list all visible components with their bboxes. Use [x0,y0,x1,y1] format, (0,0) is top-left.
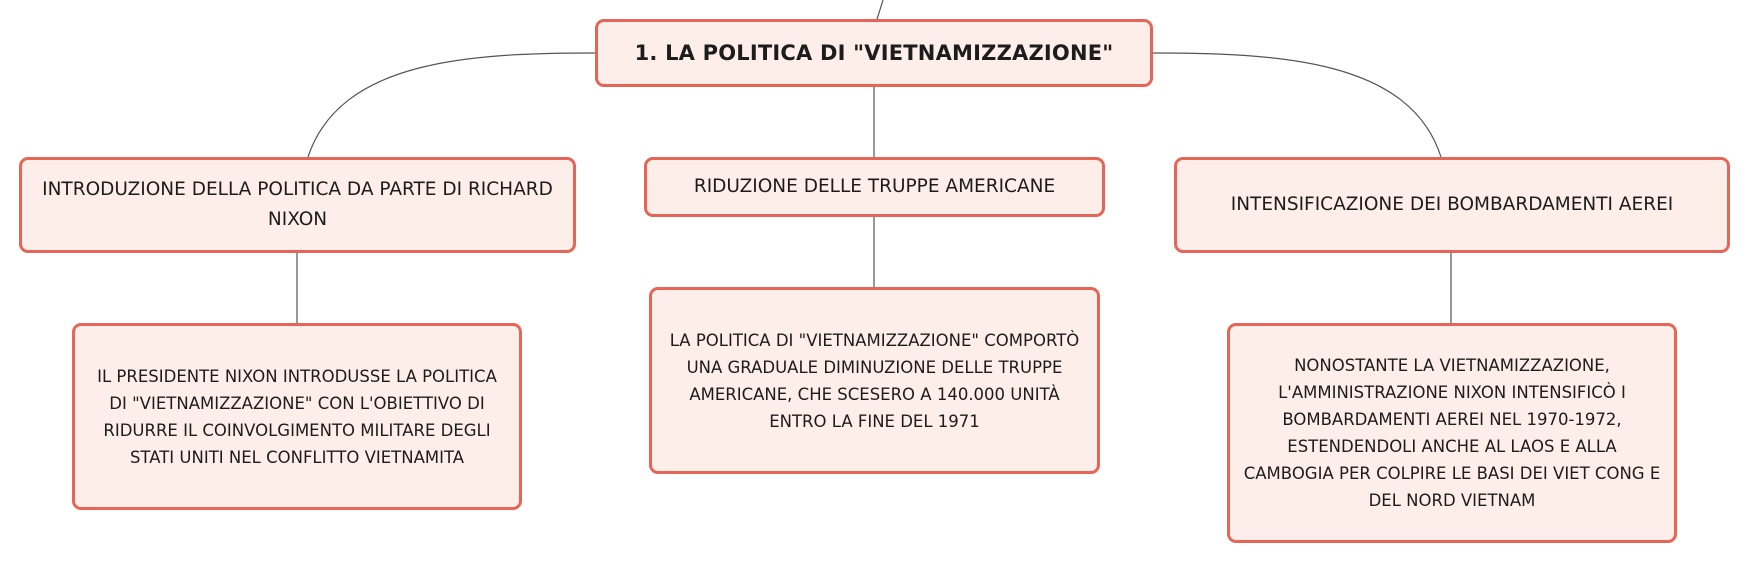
connector-root-to-branch-1 [308,53,595,157]
root-topic-node[interactable] [595,19,1153,87]
detail-node-troop-reduction[interactable] [649,287,1100,474]
connector-parent-link [877,0,883,19]
connector-root-to-branch-3 [1153,53,1441,157]
root-topic-label: 1. LA POLITICA DI "VIETNAMIZZAZIONE" [634,41,1114,65]
branch-node-label: RIDUZIONE DELLE TRUPPE AMERICANE [693,176,1056,197]
branch-node-label: INTENSIFICAZIONE DEI BOMBARDAMENTI AEREI [1230,194,1674,215]
branch-node-nixon-introduction[interactable] [19,157,576,253]
branch-node-bombing-intensification[interactable] [1174,157,1730,253]
branch-node-label: INTRODUZIONE DELLA POLITICA DA PARTE DI RICHARD NIXON [42,179,553,230]
detail-node-text: NONOSTANTE LA VIETNAMIZZAZIONE, L'AMMINISTRAZIONE NIXON INTENSIFICÒ I BOMBARDAMENTI AEREI NEL 1970-1972, ESTENDENDOLI ANCHE AL LAOS E ALLA CAMBOGIA PER COLPIRE LE BASI DEI VIET CONG E DEL NORD VIETNAM [1243,356,1661,510]
detail-node-text: IL PRESIDENTE NIXON INTRODUSSE LA POLITICA DI "VIETNAMIZZAZIONE" CON L'OBIETTIVO DI RIDURRE IL COINVOLGIMENTO MILITARE DEGLI STATI UNITI NEL CONFLITTO VIETNAMITA [97,366,497,467]
detail-node-text: LA POLITICA DI "VIETNAMIZZAZIONE" COMPORTÒ UNA GRADUALE DIMINUZIONE DELLE TRUPPE AMERICANE, CHE SCESERO A 140.000 UNITÀ ENTRO LA FINE DEL 1971 [669,330,1080,431]
detail-node-nixon-introduction[interactable] [72,323,522,510]
detail-node-bombing-intensification[interactable] [1227,323,1677,543]
branch-node-troop-reduction[interactable] [644,157,1105,217]
